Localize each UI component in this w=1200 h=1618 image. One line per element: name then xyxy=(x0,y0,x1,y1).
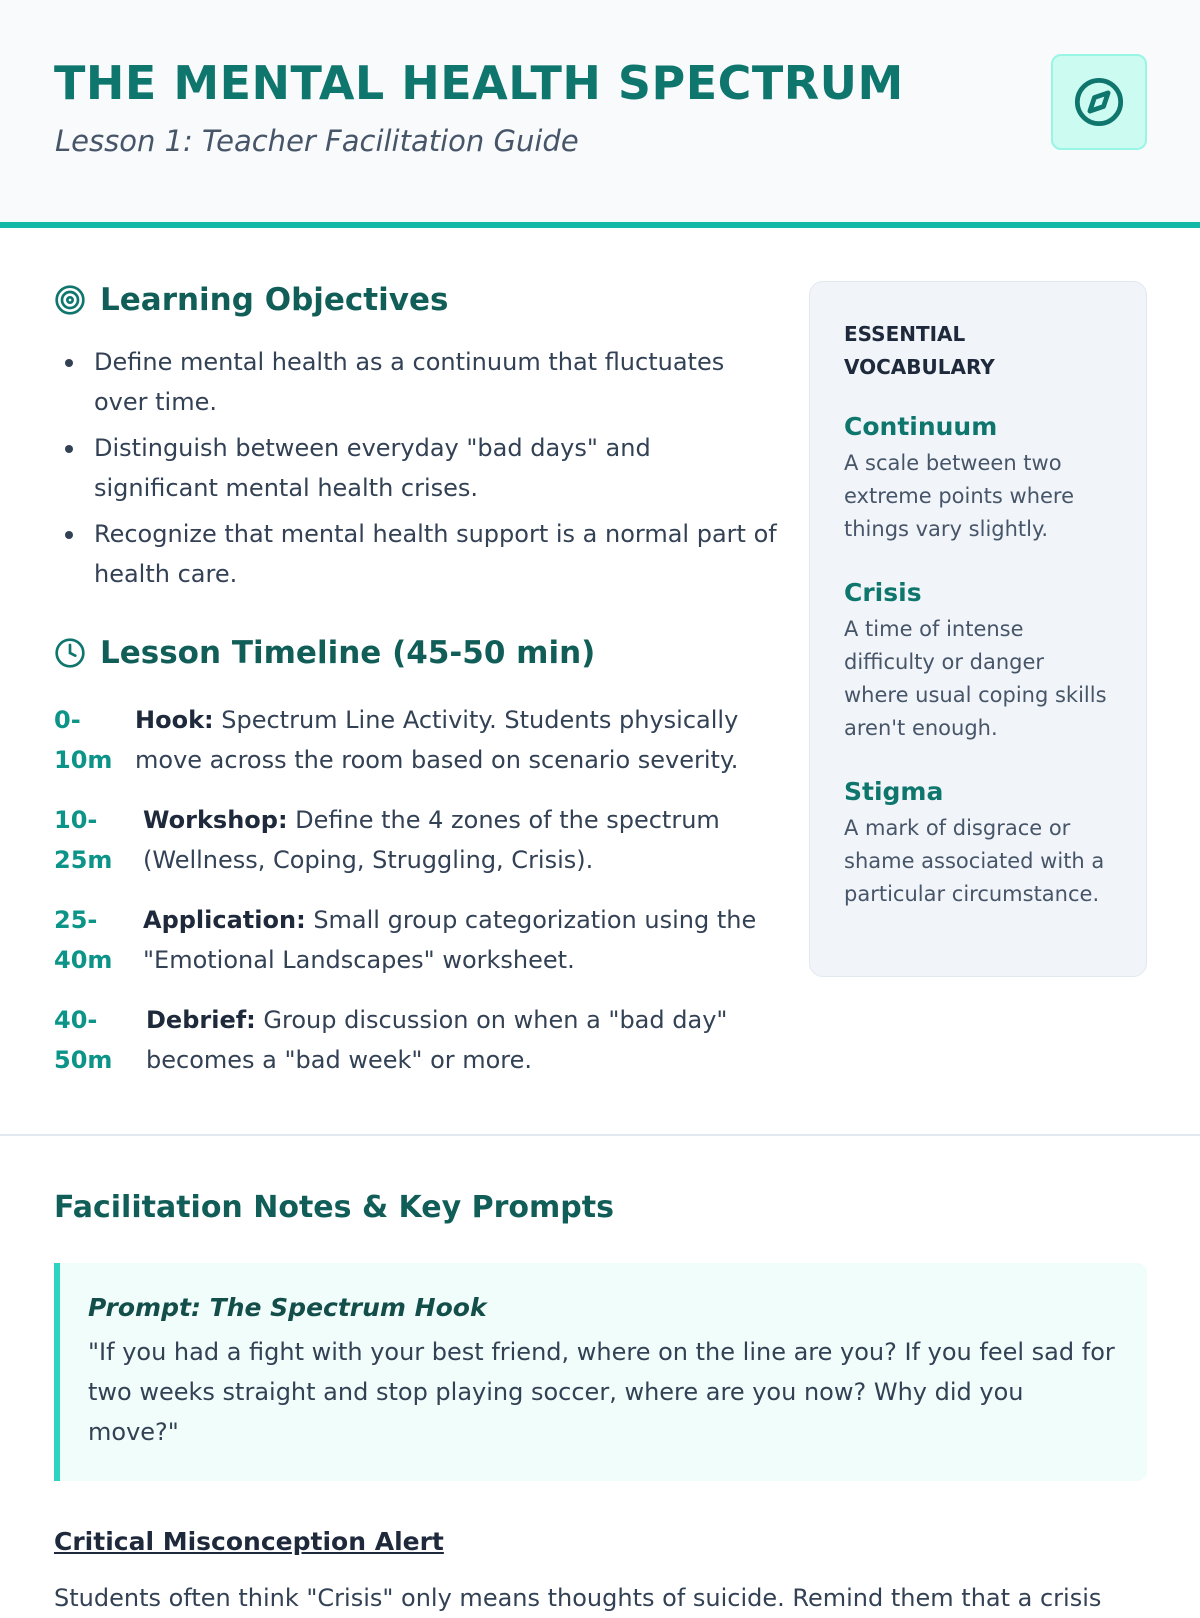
timeline-time: 10- 25m xyxy=(54,806,113,874)
objectives-heading xyxy=(54,282,448,318)
compass-icon xyxy=(1051,54,1147,150)
lesson-timeline xyxy=(54,700,784,1100)
vocab-term: Continuum xyxy=(844,412,998,441)
section-divider xyxy=(0,1134,1200,1136)
prompt-text: "If you had a fight with your best friend, where on the line are you? If you feel sad for two weeks straight and stop playing soccer, where are you now? Why did you move?" xyxy=(88,1338,1115,1446)
misconception-heading: Critical Misconception Alert xyxy=(54,1527,444,1556)
page-title: THE MENTAL HEALTH SPECTRUM xyxy=(54,56,904,110)
timeline-row xyxy=(54,700,784,780)
vocab-definition: A time of intense difficulty or danger where usual coping skills aren't enough. xyxy=(844,617,1107,740)
target-icon xyxy=(54,284,86,316)
page-subtitle: Lesson 1: Teacher Facilitation Guide xyxy=(55,124,579,158)
timeline-text: Hook: Spectrum Line Activity. Students physically move across the room based on scenario severity. xyxy=(135,706,739,774)
timeline-row xyxy=(54,1000,784,1080)
timeline-heading xyxy=(54,635,595,671)
timeline-time: 40- 50m xyxy=(54,1006,113,1074)
list-item: Recognize that mental health support is a normal part of health care. xyxy=(62,514,782,594)
prompt-callout xyxy=(54,1263,1147,1481)
timeline-text: Workshop: Define the 4 zones of the spectrum (Wellness, Coping, Struggling, Crisis). xyxy=(143,806,720,874)
timeline-text: Debrief: Group discussion on when a "bad day" becomes a "bad week" or more. xyxy=(146,1006,728,1074)
misconception-text: Students often think "Crisis" only means thoughts of suicide. Remind them that a crisis xyxy=(54,1584,1102,1612)
vocabulary-heading: ESSENTIAL VOCABULARY xyxy=(844,322,995,379)
vocab-definition: A mark of disgrace or shame associated with a particular circumstance. xyxy=(844,816,1105,906)
list-item: Define mental health as a continuum that fluctuates over time. xyxy=(62,342,782,422)
timeline-heading-text: Lesson Timeline (45-50 min) xyxy=(100,635,596,671)
timeline-time: 0- 10m xyxy=(54,706,113,774)
vocab-term: Crisis xyxy=(844,578,922,607)
prompt-title: Prompt: The Spectrum Hook xyxy=(88,1293,487,1322)
objectives-list xyxy=(62,342,782,600)
timeline-time: 25- 40m xyxy=(54,906,113,974)
timeline-text: Application: Small group categorization using the "Emotional Landscapes" worksheet. xyxy=(143,906,757,974)
timeline-row xyxy=(54,900,784,980)
page-header xyxy=(0,0,1200,228)
notes-heading: Facilitation Notes & Key Prompts xyxy=(54,1190,614,1225)
list-item: Distinguish between everyday "bad days" and significant mental health crises. xyxy=(62,428,782,508)
objectives-heading-text: Learning Objectives xyxy=(100,282,449,318)
clock-icon xyxy=(54,637,86,669)
vocab-definition: A scale between two extreme points where things vary slightly. xyxy=(844,451,1075,541)
vocab-term: Stigma xyxy=(844,777,944,806)
vocabulary-panel xyxy=(809,281,1147,977)
timeline-row xyxy=(54,800,784,880)
